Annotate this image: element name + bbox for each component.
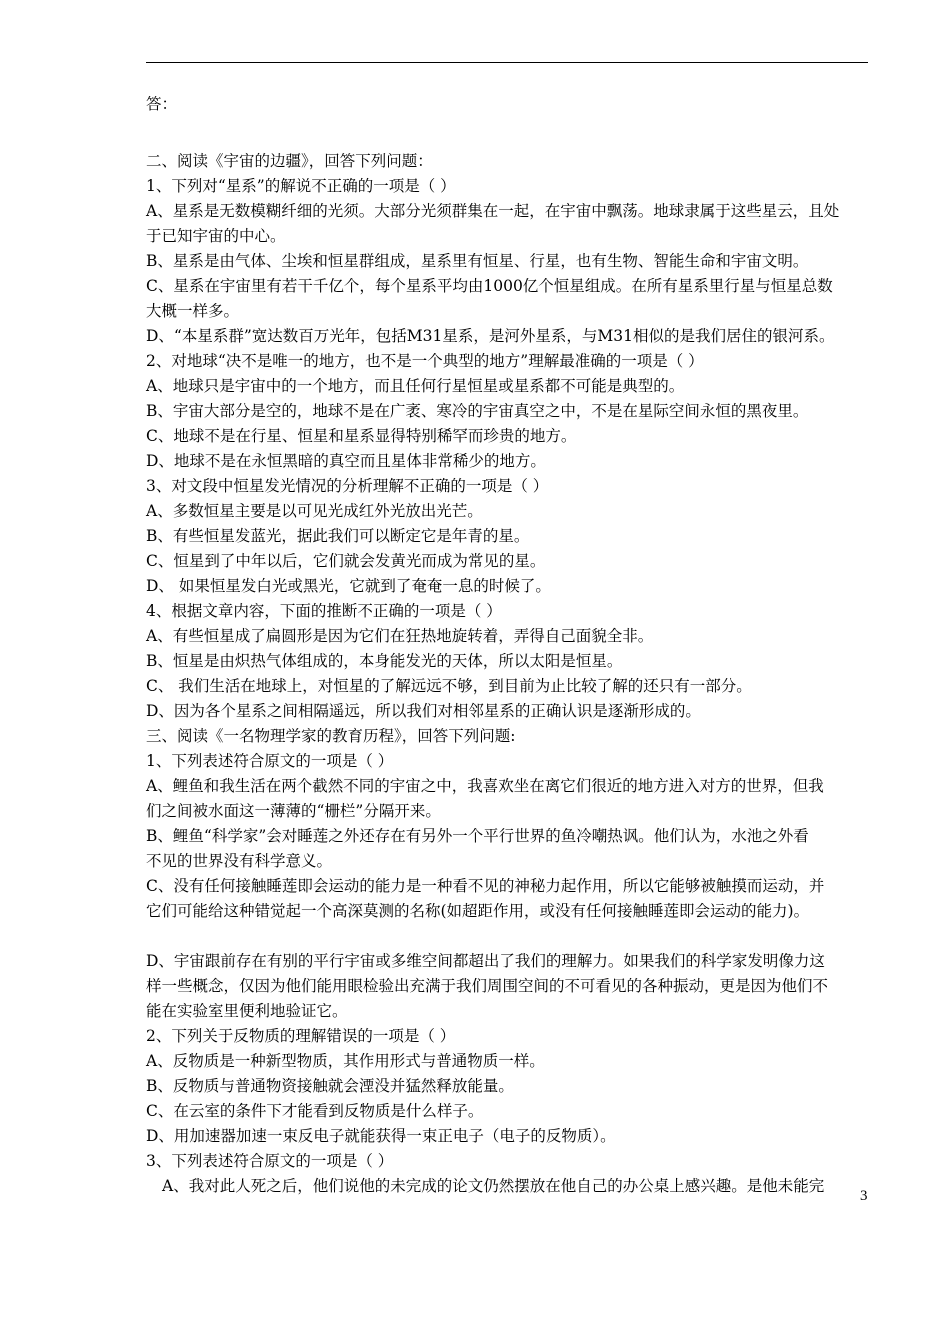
s2-q4-option-c: C、 我们生活在地球上，对恒星的了解远远不够，到目前为止比较了解的还只有一部分。 bbox=[146, 677, 752, 695]
page-number: 3 bbox=[860, 1188, 868, 1204]
s3-q1-option-d-cont2: 能在实验室里便利地验证它。 bbox=[146, 1002, 348, 1020]
s2-q2-option-a: A、地球只是宇宙中的一个地方，而且任何行星恒星或星系都不可能是典型的。 bbox=[146, 377, 685, 395]
s3-q1-option-a: A、鲤鱼和我生活在两个截然不同的宇宙之中，我喜欢坐在离它们很近的地方进入对方的世界，但我 bbox=[146, 777, 824, 795]
answer-label: 答： bbox=[146, 95, 178, 113]
s3-q1-option-d: D、宇宙跟前存在有别的平行宇宙或多维空间都超出了我们的理解力。如果我们的科学家发明像力这 bbox=[146, 952, 825, 970]
s2-q4-option-a: A、有些恒星成了扁圆形是因为它们在狂热地旋转着，弄得自己面貌全非。 bbox=[146, 627, 654, 645]
s2-q2-option-b: B、宇宙大部分是空的，地球不是在广袤、寒冷的宇宙真空之中，不是在星际空间永恒的黑夜里。 bbox=[146, 402, 809, 420]
s2-q3-option-d: D、 如果恒星发白光或黑光，它就到了奄奄一息的时候了。 bbox=[146, 577, 551, 595]
s3-q2-option-d: D、用加速器加速一束反电子就能获得一束正电子（电子的反物质）。 bbox=[146, 1127, 616, 1145]
s3-q2-option-a: A、反物质是一种新型物质，其作用形式与普通物质一样。 bbox=[146, 1052, 545, 1070]
s2-q3-option-c: C、恒星到了中年以后，它们就会发黄光而成为常见的星。 bbox=[146, 552, 546, 570]
s2-q2-option-d: D、地球不是在永恒黑暗的真空而且星体非常稀少的地方。 bbox=[146, 452, 546, 470]
s3-q2-option-c: C、在云室的条件下才能看到反物质是什么样子。 bbox=[146, 1102, 484, 1120]
s3-q1-option-a-cont: 们之间被水面这一薄薄的“栅栏”分隔开来。 bbox=[146, 802, 441, 820]
s2-q2-stem: 2、对地球“决不是唯一的地方，也不是一个典型的地方”理解最准确的一项是（ ） bbox=[146, 352, 704, 370]
s3-q1-stem: 1、下列表述符合原文的一项是（ ） bbox=[146, 752, 394, 770]
s3-q1-option-c: C、没有任何接触睡莲即会运动的能力是一种看不见的神秘力起作用，所以它能够被触摸而运动，并 bbox=[146, 877, 825, 895]
s3-q2-stem: 2、下列关于反物质的理解错误的一项是（ ） bbox=[146, 1027, 456, 1045]
s2-q1-option-a-cont: 于已知宇宙的中心。 bbox=[146, 227, 286, 245]
s2-q1-option-a: A、星系是无数模糊纤细的光须。大部分光须群集在一起，在宇宙中飘荡。地球隶属于这些星云，且处 bbox=[146, 202, 840, 220]
s2-q4-option-d: D、因为各个星系之间相隔遥远，所以我们对相邻星系的正确认识是逐渐形成的。 bbox=[146, 702, 701, 720]
s3-q2-option-b: B、反物质与普通物资接触就会湮没并猛然释放能量。 bbox=[146, 1077, 514, 1095]
s2-q1-option-c: C、星系在宇宙里有若干千亿个，每个星系平均由1000亿个恒星组成。在所有星系里行星与恒星总数 bbox=[146, 277, 833, 295]
s3-q1-option-b: B、鲤鱼“科学家”会对睡莲之外还存在有另外一个平行世界的鱼冷嘲热讽。他们认为，水池之外看 bbox=[146, 827, 809, 845]
section2-heading: 二、阅读《宇宙的边疆》，回答下列问题： bbox=[146, 152, 433, 170]
s2-q1-option-c-cont: 大概一样多。 bbox=[146, 302, 240, 320]
s2-q2-option-c: C、地球不是在行星、恒星和星系显得特别稀罕而珍贵的地方。 bbox=[146, 427, 577, 445]
s3-q1-option-d-cont: 样一些概念，仅因为他们能用眼检验出充满于我们周围空间的不可看见的各种振动，更是因为他们不 bbox=[146, 977, 829, 995]
s2-q3-option-b: B、有些恒星发蓝光，据此我们可以断定它是年青的星。 bbox=[146, 527, 530, 545]
s2-q4-option-b: B、恒星是由炽热气体组成的，本身能发光的天体，所以太阳是恒星。 bbox=[146, 652, 623, 670]
s3-q1-option-b-cont: 不见的世界没有科学意义。 bbox=[146, 852, 333, 870]
s2-q3-stem: 3、对文段中恒星发光情况的分析理解不正确的一项是（ ） bbox=[146, 477, 549, 495]
s2-q3-option-a: A、多数恒星主要是以可见光成红外光放出光芒。 bbox=[146, 502, 483, 520]
s2-q1-option-b: B、星系是由气体、尘埃和恒星群组成，星系里有恒星、行星，也有生物、智能生命和宇宙文明。 bbox=[146, 252, 809, 270]
s3-q3-stem: 3、下列表述符合原文的一项是（ ） bbox=[146, 1152, 394, 1170]
s3-q3-option-a: A、我对此人死之后，他们说他的未完成的论文仍然摆放在他自己的办公桌上感兴趣。是他未能完 bbox=[162, 1177, 825, 1195]
s3-q1-option-c-cont: 它们可能给这种错觉起一个高深莫测的名称(如超距作用，或没有任何接触睡莲即会运动的能力)。 bbox=[146, 902, 810, 920]
header-rule bbox=[146, 62, 868, 63]
document-body bbox=[146, 92, 872, 1199]
section3-heading: 三、阅读《一名物理学家的教育历程》，回答下列问题: bbox=[146, 727, 516, 745]
s2-q1-option-d: D、“本星系群”宽达数百万光年，包括M31星系，是河外星系，与M31相似的是我们居住的银河系。 bbox=[146, 327, 835, 345]
s2-q1-stem: 1、下列对“星系”的解说不正确的一项是（ ） bbox=[146, 177, 456, 195]
s2-q4-stem: 4、根据文章内容，下面的推断不正确的一项是（ ） bbox=[146, 602, 502, 620]
